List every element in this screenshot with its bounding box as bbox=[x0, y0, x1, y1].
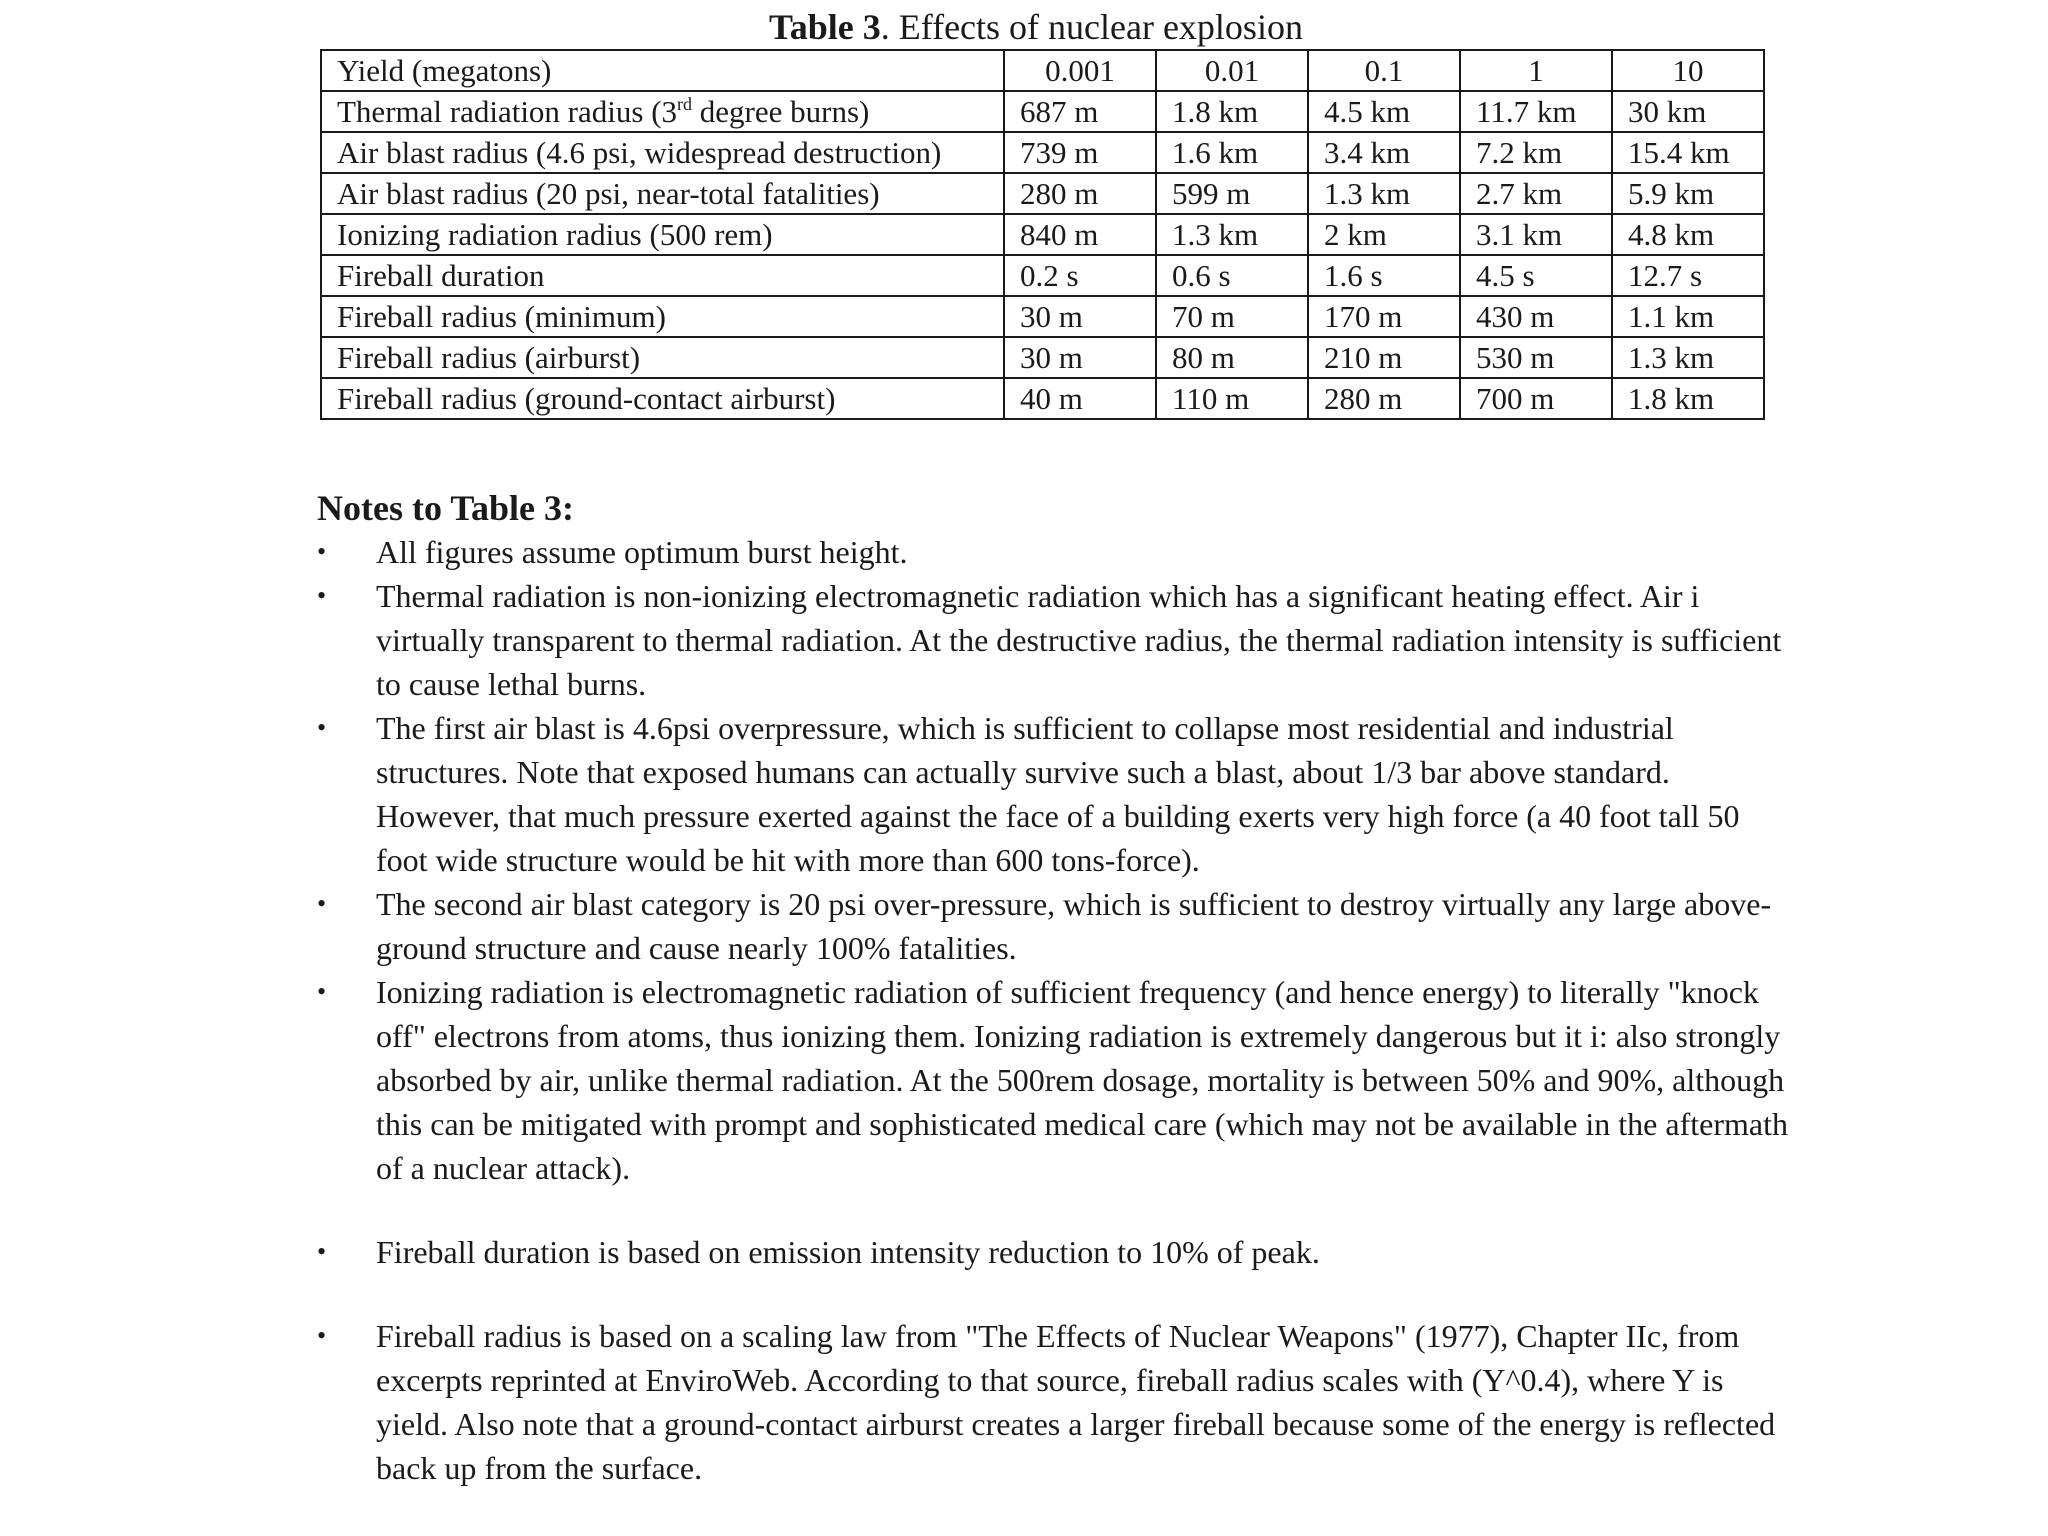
bullet-icon: • bbox=[317, 713, 327, 742]
yield-header-cell: 0.001 bbox=[1004, 50, 1156, 91]
table-cell: 4.8 km bbox=[1612, 214, 1764, 255]
table-cell: 12.7 s bbox=[1612, 255, 1764, 296]
note-text: The second air blast category is 20 psi over-pressure, which is sufficient to destroy virtually any large above-ground structure and cause nearly 100% fatalities. bbox=[376, 886, 1772, 966]
list-item bbox=[317, 1314, 1796, 1490]
note-text: The first air blast is 4.6psi overpressure, which is sufficient to collapse most residential and industrial structures. Note that exposed humans can actually survive such a blast, about 1/3 bar above standard. However, that much pressure exerted against the face of a building exerts very high force (a 40 foot tall 50 foot wide structure would be hit with more than 600 tons-force). bbox=[376, 710, 1740, 878]
table-cell: 280 m bbox=[1004, 173, 1156, 214]
note-text: Thermal radiation is non-ionizing electromagnetic radiation which has a significant heating effect. Air i virtually transparent to thermal radiation. At the destructive radius, the thermal radiation intensity is sufficient to cause lethal burns. bbox=[376, 578, 1782, 702]
table-row bbox=[321, 337, 1764, 378]
table-title-text: . Effects of nuclear explosion bbox=[880, 7, 1303, 47]
bullet-icon: • bbox=[317, 889, 327, 918]
table-cell: 1.8 km bbox=[1612, 378, 1764, 419]
table-row bbox=[321, 91, 1764, 132]
table-cell: 4.5 km bbox=[1308, 91, 1460, 132]
table-cell: 15.4 km bbox=[1612, 132, 1764, 173]
row-label-cell bbox=[321, 91, 1004, 132]
table-cell: 7.2 km bbox=[1460, 132, 1612, 173]
table-cell: 70 m bbox=[1156, 296, 1308, 337]
notes-heading: Notes to Table 3: bbox=[317, 488, 575, 528]
note-text: Fireball duration is based on emission intensity reduction to 10% of peak. bbox=[376, 1234, 1320, 1270]
table-cell: 2.7 km bbox=[1460, 173, 1612, 214]
table-cell: 0.2 s bbox=[1004, 255, 1156, 296]
row-label-cell: Fireball duration bbox=[321, 255, 1004, 296]
table-cell: 1.3 km bbox=[1308, 173, 1460, 214]
table-row bbox=[321, 255, 1764, 296]
table-cell: 0.6 s bbox=[1156, 255, 1308, 296]
yield-header-cell: 0.1 bbox=[1308, 50, 1460, 91]
table-cell: 4.5 s bbox=[1460, 255, 1612, 296]
table-row bbox=[321, 132, 1764, 173]
table-title bbox=[320, 4, 1752, 50]
bullet-icon: • bbox=[317, 1321, 327, 1350]
table-cell: 80 m bbox=[1156, 337, 1308, 378]
yield-header-cell: 0.01 bbox=[1156, 50, 1308, 91]
list-item bbox=[317, 574, 1796, 706]
bullet-icon: • bbox=[317, 581, 327, 610]
list-item bbox=[317, 706, 1796, 882]
bullet-icon: • bbox=[317, 1237, 327, 1266]
table-cell: 700 m bbox=[1460, 378, 1612, 419]
table-cell: 530 m bbox=[1460, 337, 1612, 378]
table-cell: 430 m bbox=[1460, 296, 1612, 337]
table-cell: 3.1 km bbox=[1460, 214, 1612, 255]
row-label-text: degree burns) bbox=[692, 94, 870, 129]
yield-header-cell: 1 bbox=[1460, 50, 1612, 91]
table-cell: 5.9 km bbox=[1612, 173, 1764, 214]
table-cell: 1.6 s bbox=[1308, 255, 1460, 296]
header-label-cell: Yield (megatons) bbox=[321, 50, 1004, 91]
effects-table bbox=[320, 49, 1765, 420]
row-label-cell: Fireball radius (airburst) bbox=[321, 337, 1004, 378]
table-cell: 599 m bbox=[1156, 173, 1308, 214]
bullet-icon: • bbox=[317, 977, 327, 1006]
table-row bbox=[321, 378, 1764, 419]
table-cell: 210 m bbox=[1308, 337, 1460, 378]
yield-header-cell: 10 bbox=[1612, 50, 1764, 91]
table-cell: 840 m bbox=[1004, 214, 1156, 255]
row-label-cell: Fireball radius (ground-contact airburst) bbox=[321, 378, 1004, 419]
table-header-row bbox=[321, 50, 1764, 91]
table-cell: 280 m bbox=[1308, 378, 1460, 419]
table-cell: 40 m bbox=[1004, 378, 1156, 419]
row-label-cell: Ionizing radiation radius (500 rem) bbox=[321, 214, 1004, 255]
table-row bbox=[321, 296, 1764, 337]
row-label-cell: Air blast radius (20 psi, near-total fatalities) bbox=[321, 173, 1004, 214]
table-cell: 687 m bbox=[1004, 91, 1156, 132]
table-row bbox=[321, 214, 1764, 255]
row-label-cell: Air blast radius (4.6 psi, widespread destruction) bbox=[321, 132, 1004, 173]
bullet-icon: • bbox=[317, 537, 327, 566]
table-cell: 11.7 km bbox=[1460, 91, 1612, 132]
table-cell: 30 m bbox=[1004, 296, 1156, 337]
table-cell: 1.1 km bbox=[1612, 296, 1764, 337]
note-text: Ionizing radiation is electromagnetic radiation of sufficient frequency (and hence energy) to literally "knock off" electrons from atoms, thus ionizing them. Ionizing radiation is extremely dangerous but it i: also strongly absorbed by air, unlike thermal radiation. At the 500rem dosage, mortality is between 50% and 90%, although this can be mitigated with prompt and sophisticated medical care (which may not be available in the aftermath of a nuclear attack). bbox=[376, 974, 1788, 1186]
table-cell: 30 m bbox=[1004, 337, 1156, 378]
table-cell: 1.8 km bbox=[1156, 91, 1308, 132]
table-cell: 1.6 km bbox=[1156, 132, 1308, 173]
note-text: All figures assume optimum burst height. bbox=[376, 534, 908, 570]
notes-list bbox=[317, 530, 2048, 1490]
list-item bbox=[317, 1230, 1816, 1274]
table-title-number: Table 3 bbox=[769, 7, 881, 47]
table-cell: 1.3 km bbox=[1156, 214, 1308, 255]
table-row bbox=[321, 173, 1764, 214]
table-cell: 3.4 km bbox=[1308, 132, 1460, 173]
table-cell: 1.3 km bbox=[1612, 337, 1764, 378]
row-label-superscript: rd bbox=[677, 94, 693, 114]
row-label-text: Thermal radiation radius (3 bbox=[337, 94, 678, 129]
list-item bbox=[317, 882, 1816, 970]
list-item bbox=[317, 970, 1796, 1190]
note-text: Fireball radius is based on a scaling law from "The Effects of Nuclear Weapons" (1977), Chapter IIc, from excerpts reprinted at EnviroWeb. According to that source, fireball radius scales with (Y^0.4), where Y is yield. Also note that a ground-contact airburst creates a larger fireball because some of the energy is reflected back up from the surface. bbox=[376, 1318, 1776, 1486]
table-cell: 170 m bbox=[1308, 296, 1460, 337]
table-cell: 2 km bbox=[1308, 214, 1460, 255]
list-item bbox=[317, 530, 1816, 574]
table-cell: 30 km bbox=[1612, 91, 1764, 132]
table-cell: 110 m bbox=[1156, 378, 1308, 419]
row-label-cell: Fireball radius (minimum) bbox=[321, 296, 1004, 337]
table-cell: 739 m bbox=[1004, 132, 1156, 173]
